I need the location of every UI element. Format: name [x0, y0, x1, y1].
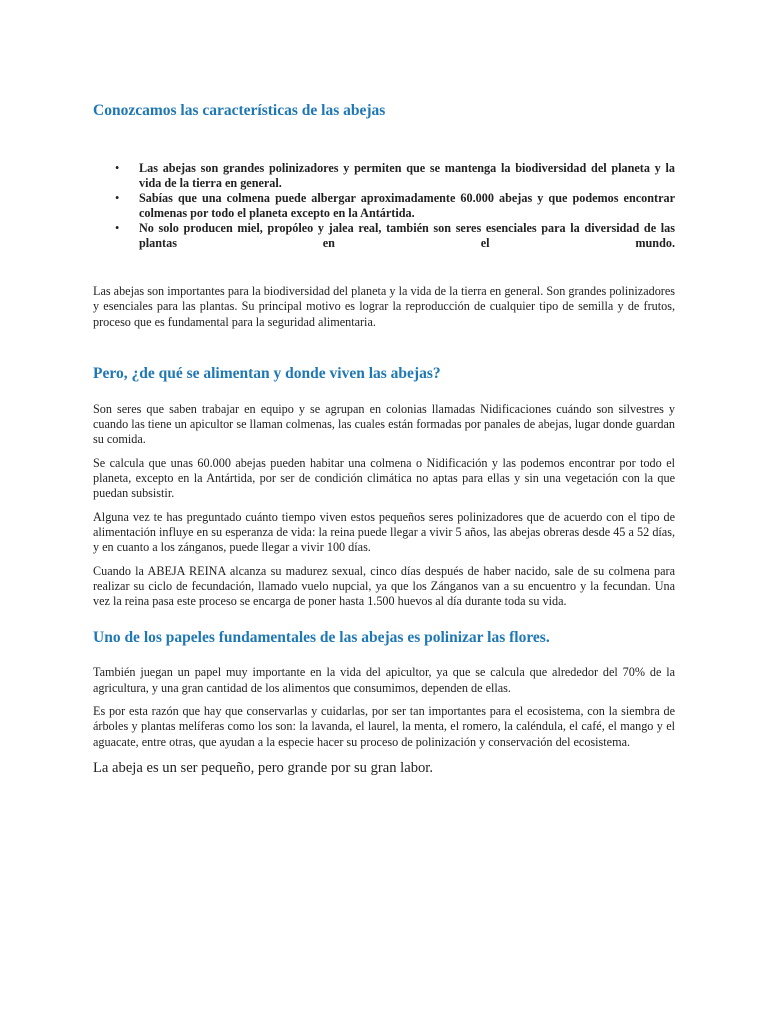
- paragraph-habitat: Se calcula que unas 60.000 abejas pueden habitar una colmena o Nidificación y las podemos encontrar por todo el planeta, excepto en la Antártida, por ser de condición climática no aptas para ellas y sin una vegetación con la que puedan subsistir.: [93, 455, 675, 501]
- bullet-icon: •: [115, 161, 120, 175]
- paragraph-importancia: Las abejas son importantes para la biodiversidad del planeta y la vida de la tierra en general. Son grandes polinizadores y esenciales para las plantas. Su principal motivo es lograr la reproducción de cualquier tipo de semilla y de frutos, proceso que es fundamental para la seguridad alimentaria.: [93, 284, 675, 329]
- bullet-item-3: [115, 221, 675, 251]
- heading-alimentacion: Pero, ¿de qué se alimentan y donde viven las abejas?: [93, 364, 441, 382]
- bullet-text-2: Sabías que una colmena puede albergar aproximadamente 60.000 abejas y que podemos encontrar colmenas por todo el planeta excepto en la Antártida.: [139, 191, 675, 220]
- bullet-icon: •: [115, 191, 120, 205]
- bullet-item-1: [115, 161, 675, 191]
- paragraph-abeja-reina: Cuando la ABEJA REINA alcanza su madurez sexual, cinco días después de haber nacido, sale de su colmena para realizar su ciclo de fecundación, llamado vuelo nupcial, ya que los Zánganos van a su encuentro y la fecundan. Una vez la reina pasa este proceso se encarga de poner hasta 1.500 huevos al día durante toda su vida.: [93, 563, 675, 609]
- bullet-item-2: [115, 191, 675, 221]
- heading-polinizar: Uno de los papeles fundamentales de las abejas es polinizar las flores.: [93, 629, 550, 647]
- paragraph-conservacion: Es por esta razón que hay que conservarlas y cuidarlas, por ser tan importantes para el ecosistema, con la siembra de árboles y plantas melíferas como los son: la lavanda, el laurel, la menta, el romero, la caléndula, el café, el mango y el aguacate, entre otras, que ayudan a la especie hacer su proceso de polinización y conservación del ecosistema.: [93, 704, 675, 749]
- paragraph-apicultor: También juegan un papel muy importante en la vida del apicultor, ya que se calcula que alrededor del 70% de la agricultura, y una gran cantidad de los alimentos que consumimos, dependen de ellas.: [93, 665, 675, 695]
- bullet-icon: •: [115, 221, 120, 235]
- closing-line: La abeja es un ser pequeño, pero grande por su gran labor.: [93, 759, 433, 776]
- bullet-list: [93, 161, 675, 251]
- paragraph-esperanza-vida: Alguna vez te has preguntado cuánto tiempo viven estos pequeños seres polinizadores que de acuerdo con el tipo de alimentación influye en su esperanza de vida: la reina puede llegar a vivir 5 años, las abejas obreras desde 45 a 52 días, y en cuanto a los zánganos, puede llegar a vivir 100 días.: [93, 509, 675, 555]
- bullet-text-3: No solo producen miel, propóleo y jalea real, también son seres esenciales para la diversidad de las plantas en el mundo.: [139, 221, 675, 250]
- document-body: [93, 101, 675, 777]
- paragraph-colonias: Son seres que saben trabajar en equipo y se agrupan en colonias llamadas Nidificaciones cuándo son silvestres y cuando las tiene un apicultor se llaman colmenas, las cuales están formadas por panales de abejas, lugar donde guardan su comida.: [93, 401, 675, 447]
- heading-caracteristicas: Conozcamos las características de las abejas: [93, 102, 386, 119]
- bullet-text-1: Las abejas son grandes polinizadores y permiten que se mantenga la biodiversidad del planeta y la vida de la tierra en general.: [139, 161, 675, 190]
